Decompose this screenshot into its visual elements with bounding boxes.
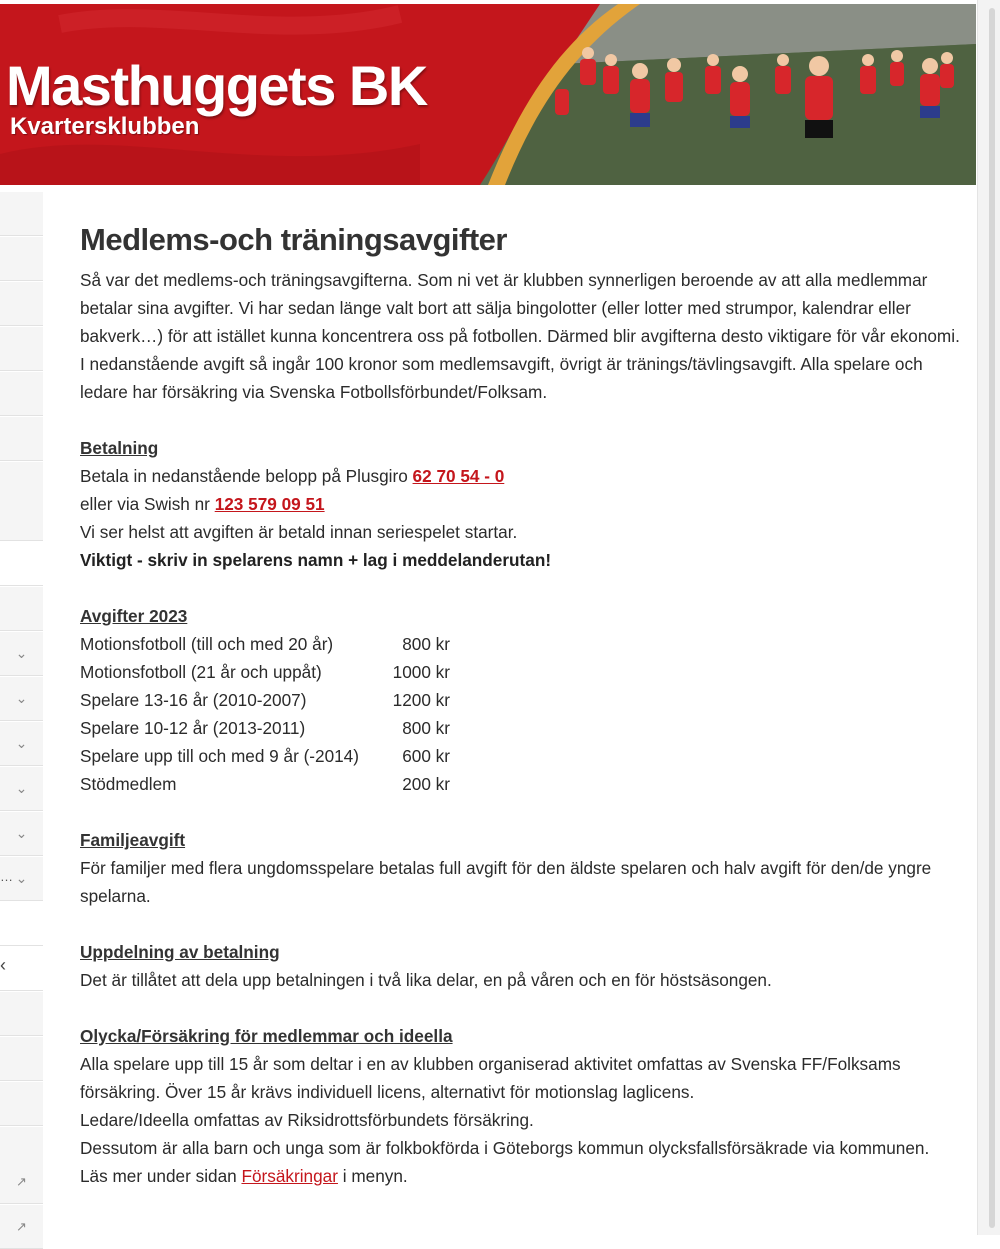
chevron-down-icon: ⌄ [15, 780, 28, 796]
chevron-down-icon: ⌄ [15, 690, 28, 706]
side-menu-item[interactable] [0, 192, 43, 236]
header-banner [0, 4, 976, 185]
fee-amount: 600 kr [402, 746, 450, 766]
fee-amount: 200 kr [402, 774, 450, 794]
fee-name: Spelare upp till och med 9 år (-2014) [80, 746, 359, 766]
side-menu-back[interactable] [0, 947, 43, 991]
side-menu-item[interactable] [0, 677, 43, 721]
insurance-page-link[interactable]: Försäkringar [241, 1166, 338, 1186]
fee-row [80, 658, 960, 686]
side-menu-item[interactable] [0, 327, 43, 371]
external-link-icon: ↗ [16, 1218, 27, 1234]
side-menu-item[interactable] [0, 372, 43, 416]
page-title: Medlems-och träningsavgifter [80, 222, 507, 257]
payment-line-swish [80, 490, 960, 518]
fee-row [80, 742, 960, 770]
side-menu-item[interactable] [0, 632, 43, 676]
side-menu-item[interactable] [0, 767, 43, 811]
side-menu-item[interactable] [0, 237, 43, 281]
external-link-icon: ↗ [16, 1173, 27, 1189]
side-menu-item[interactable] [0, 812, 43, 856]
payment-swish-label: eller via Swish nr [80, 494, 215, 514]
ellipsis: … [0, 869, 13, 884]
side-menu-item[interactable] [0, 722, 43, 766]
scrollbar-thumb[interactable] [989, 8, 995, 1228]
side-menu-item[interactable] [0, 542, 43, 586]
chevron-left-icon: ‹ [0, 955, 6, 975]
insurance-heading: Olycka/Försäkring för medlemmar och ideella [80, 1026, 453, 1046]
side-menu-item[interactable] [0, 902, 43, 946]
side-menu-item[interactable] [0, 497, 43, 541]
fee-name: Motionsfotboll (till och med 20 år) [80, 634, 334, 654]
side-menu-item[interactable] [0, 417, 43, 461]
side-menu-item[interactable] [0, 857, 43, 901]
fees-heading: Avgifter 2023 [80, 606, 188, 626]
chevron-down-icon: ⌄ [15, 645, 28, 661]
fee-row [80, 630, 960, 658]
payment-note: Vi ser helst att avgiften är betald innan seriespelet startar. [80, 522, 518, 542]
chevron-down-icon: ⌄ [15, 870, 28, 886]
swish-link[interactable]: 123 579 09 51 [214, 494, 325, 514]
club-subtitle: Kvartersklubben [10, 113, 200, 140]
fees-table [80, 630, 960, 798]
fee-row [80, 686, 960, 714]
payment-important: Viktigt - skriv in spelarens namn + lag i meddelanderutan! [80, 550, 552, 570]
main-content [80, 220, 960, 1190]
family-heading: Familjeavgift [80, 830, 186, 850]
chevron-down-icon: ⌄ [15, 735, 28, 751]
side-menu-item[interactable] [0, 1205, 43, 1249]
side-menu-item[interactable] [0, 1037, 43, 1081]
chevron-down-icon: ⌄ [15, 825, 28, 841]
side-menu-item[interactable] [0, 992, 43, 1036]
insurance-text: Alla spelare upp till 15 år som deltar i en av klubben organiserad aktivitet omfattas av Svenska FF/Folksams försäkring. Över 15 år krävs individuell licens, alternativt för motionslag laglicens. [80, 1054, 901, 1102]
side-menu-item[interactable] [0, 282, 43, 326]
insurance-more [80, 1162, 960, 1190]
payment-plusgiro-label: Betala in nedanstående belopp på Plusgiro [80, 466, 413, 486]
family-text: För familjer med flera ungdomsspelare betalas full avgift för den äldste spelaren och halv avgift för den/de yngre spelarna. [80, 858, 932, 906]
insurance-more-suffix: i menyn. [337, 1166, 408, 1186]
side-menu-item[interactable] [0, 587, 43, 631]
club-name: Masthuggets BK [6, 54, 427, 117]
fee-row [80, 770, 960, 798]
fee-amount: 1200 kr [392, 690, 450, 710]
payment-line-plusgiro [80, 462, 960, 490]
plusgiro-link[interactable]: 62 70 54 - 0 [412, 466, 505, 486]
fee-name: Stödmedlem [80, 774, 177, 794]
payment-heading: Betalning [80, 438, 159, 458]
side-menu-item[interactable] [0, 1160, 43, 1204]
insurance-municipality-text: Dessutom är alla barn och unga som är folkbokförda i Göteborgs kommun olycksfallsförsäkrade via kommunen. [80, 1138, 930, 1158]
fee-amount: 800 kr [402, 718, 450, 738]
fee-amount: 800 kr [402, 634, 450, 654]
insurance-more-prefix: Läs mer under sidan [80, 1166, 242, 1186]
side-menu-item[interactable] [0, 1082, 43, 1126]
fee-amount: 1000 kr [392, 662, 450, 682]
fee-name: Spelare 13-16 år (2010-2007) [80, 690, 307, 710]
fee-name: Motionsfotboll (21 år och uppåt) [80, 662, 322, 682]
insurance-leaders-text: Ledare/Ideella omfattas av Riksidrottsförbundets försäkring. [80, 1110, 534, 1130]
split-text: Det är tillåtet att dela upp betalningen i två lika delar, en på våren och en för höstsäsongen. [80, 970, 772, 990]
fee-row [80, 714, 960, 742]
split-heading: Uppdelning av betalning [80, 942, 280, 962]
fee-name: Spelare 10-12 år (2013-2011) [80, 718, 306, 738]
intro-text: Så var det medlems-och träningsavgifterna. Som ni vet är klubben synnerligen beroende av att alla medlemmar betalar sina avgifter. Vi har sedan länge valt bort att sälja bingolotter (eller lotter med strumpor, kalendrar eller bakverk…) för att istället kunna koncentrera oss på fotbollen. Därmed blir avgifterna desto viktigare för vår ekonomi. I nedanstående avgift så ingår 100 kronor som medlemsavgift, övrigt är tränings/tävlingsavgift. Alla spelare och ledare har försäkring via Svenska Fotbollsförbundet/Folksam. [80, 270, 960, 402]
